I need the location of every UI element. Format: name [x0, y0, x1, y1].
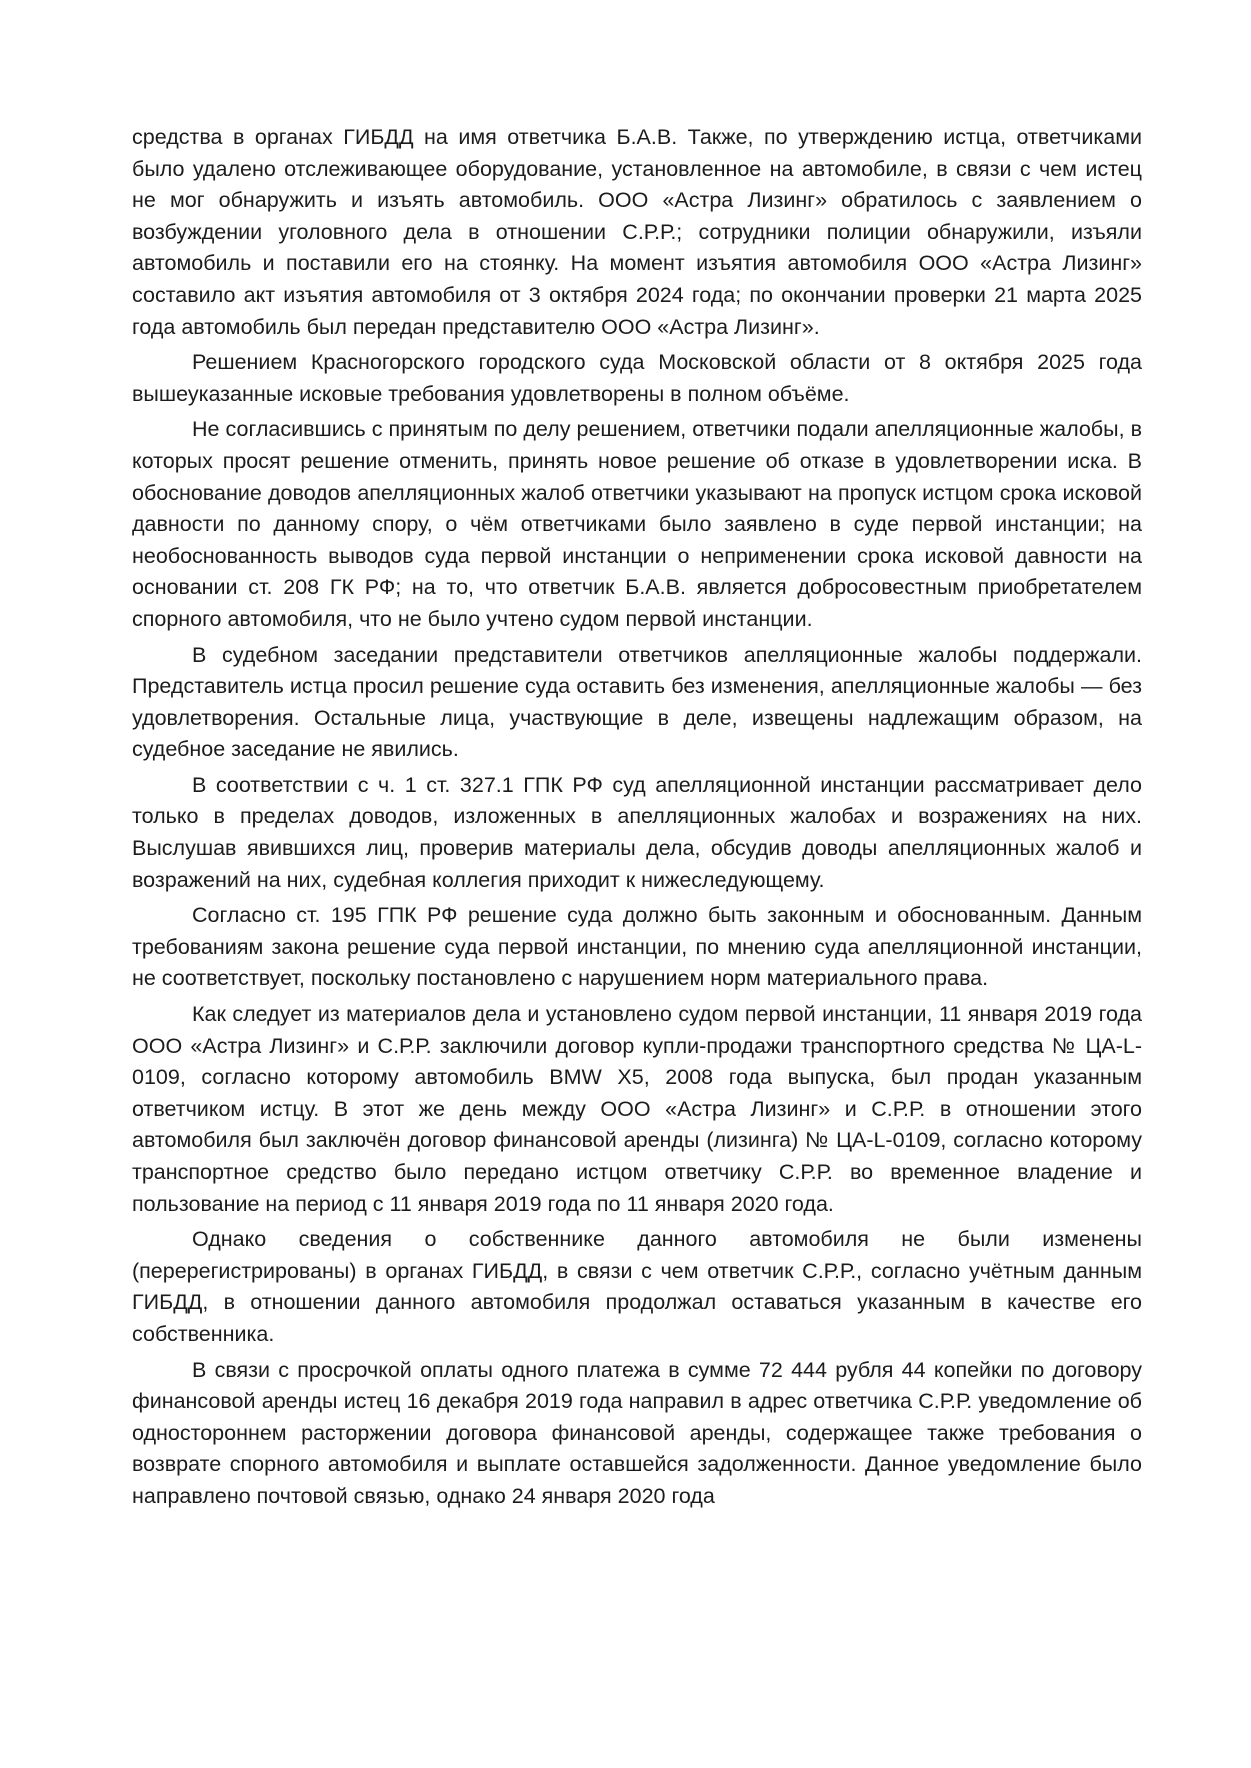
paragraph-appeal-scope: В соответствии с ч. 1 ст. 327.1 ГПК РФ суд апелляционной инстанции рассматривает дело только в пределах доводов, изложенных в апелляционных жалобах и возражениях на них. Выслушав явившихся лиц, проверив материалы дела, обсудив доводы апелляционных жалоб и возражений на них, судебная коллегия приходит к нижеследующему. — [132, 772, 1142, 892]
paragraph-appeal-complaints: Не согласившись с принятым по делу решением, ответчики подали апелляционные жалобы, в которых просят решение отменить, принять новое решение об отказе в удовлетворении иска. В обоснование доводов апелляционных жалоб ответчики указывают на пропуск истцом срока исковой давности по данному спору, о чём ответчиками было заявлено в суде первой инстанции; на необоснованность выводов суда первой инстанции о неприменении срока исковой давности на основании ст. 208 ГК РФ; на то, что ответчик Б.А.В. является добросовестным приобретателем спорного автомобиля, что не было учтено судом первой инстанции. — [132, 417, 1142, 631]
paragraph-owner-records: Однако сведения о собственнике данного автомобиля не были изменены (перерегистрированы) в органах ГИБДД, в связи с чем ответчик С.Р.Р., согласно учётным данным ГИБДД, в отношении данного автомобиля продолжал оставаться указанным в качестве его собственника. — [132, 1227, 1142, 1346]
paragraph-court-decision: Решением Красногорского городского суда Московской области от 8 октября 2025 года вышеуказанные исковые требования удовлетворены в полном объёме. — [132, 350, 1142, 406]
document-page — [132, 122, 1142, 1517]
paragraph-court-session: В судебном заседании представители ответчиков апелляционные жалобы поддержали. Представитель истца просил решение суда оставить без изменения, апелляционные жалобы — без удовлетворения. Остальные лица, участвующие в деле, извещены надлежащим образом, на судебное заседание не явились. — [132, 642, 1142, 762]
paragraph-case-materials: Как следует из материалов дела и установлено судом первой инстанции, 11 января 2019 года ООО «Астра Лизинг» и С.Р.Р. заключили договор купли-продажи транспортного средства № ЦА-L-0109, согласно которому автомобиль BMW X5, 2008 года выпуска, был продан указанным ответчиком истцу. В этот же день между ООО «Астра Лизинг» и С.Р.Р. в отношении этого автомобиля был заключён договор финансовой аренды (лизинга) № ЦА-L-0109, согласно которому транспортное средство было передано истцом ответчику С.Р.Р. во временное владение и пользование на период с 11 января 2019 года по 11 января 2020 года. — [132, 1002, 1142, 1216]
paragraph-legality: Согласно ст. 195 ГПК РФ решение суда должно быть законным и обоснованным. Данным требованиям закона решение суда первой инстанции, по мнению суда апелляционной инстанции, не соответствует, поскольку постановлено с нарушением норм материального права. — [132, 903, 1142, 991]
paragraph-continued: средства в органах ГИБДД на имя ответчика Б.А.В. Также, по утверждению истца, ответчиками было удалено отслеживающее оборудование, установленное на автомобиле, в связи с чем истец не мог обнаружить и изъять автомобиль. ООО «Астра Лизинг» обратилось с заявлением о возбуждении уголовного дела в отношении С.Р.Р.; сотрудники полиции обнаружили, изъяли автомобиль и поставили его на стоянку. На момент изъятия автомобиля ООО «Астра Лизинг» составило акт изъятия автомобиля от 3 октября 2024 года; по окончании проверки 21 марта 2025 года автомобиль был передан представителю ООО «Астра Лизинг». — [132, 125, 1142, 339]
paragraph-payment-delay: В связи с просрочкой оплаты одного платежа в сумме 72 444 рубля 44 копейки по договору финансовой аренды истец 16 декабря 2019 года направил в адрес ответчика С.Р.Р. уведомление об одностороннем расторжении договора финансовой аренды, содержащее также требования о возврате спорного автомобиля и выплате оставшейся задолженности. Данное уведомление было направлено почтовой связью, однако 24 января 2020 года — [132, 1357, 1142, 1508]
